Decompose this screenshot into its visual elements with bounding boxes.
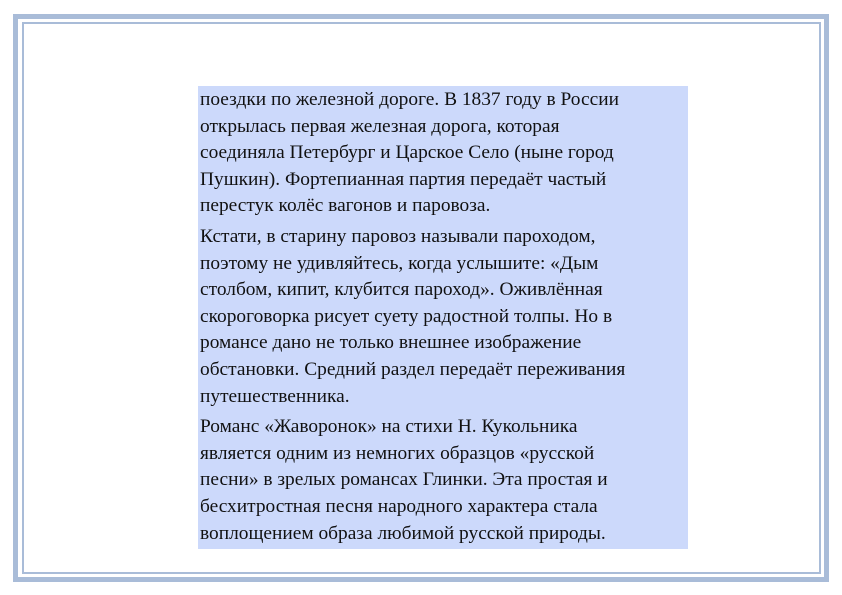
text-line: воплощением образа любимой русской природы. — [200, 522, 606, 544]
paragraph-3 — [200, 414, 688, 547]
text-line: песни» в зрелых романсах Глинки. Эта простая и — [200, 469, 608, 491]
text-line: соединяла Петербург и Царское Село (ныне город — [200, 142, 614, 164]
text-line: романсе дано не только внешнее изображение — [200, 332, 582, 354]
text-box — [198, 86, 688, 549]
text-line: является одним из немногих образцов «русской — [200, 442, 595, 464]
text-line: бесхитростная песня народного характера стала — [200, 495, 598, 517]
text-line: поэтому не удивляйтесь, когда услышите: «Дым — [200, 252, 599, 274]
paragraph-1 — [200, 87, 688, 220]
text-line: поездки по железной дороге. В 1837 году в России — [200, 89, 619, 110]
text-line: Кстати, в старину паровоз называли пароходом, — [200, 225, 596, 247]
text-line: обстановки. Средний раздел передаёт переживания — [200, 358, 626, 380]
text-line: скороговорка рисует суету радостной толпы. Но в — [200, 305, 613, 327]
text-line: Романс «Жаворонок» на стихи Н. Кукольника — [200, 416, 578, 438]
paragraph-2 — [200, 224, 688, 410]
text-line: открылась первая железная дорога, которая — [200, 115, 560, 137]
text-line: перестук колёс вагонов и паровоза. — [200, 195, 491, 217]
text-line: столбом, кипит, клубится пароход». Оживлённая — [200, 279, 603, 301]
text-line: путешественника. — [200, 385, 350, 407]
text-line: Пушкин). Фортепианная партия передаёт частый — [200, 168, 607, 190]
